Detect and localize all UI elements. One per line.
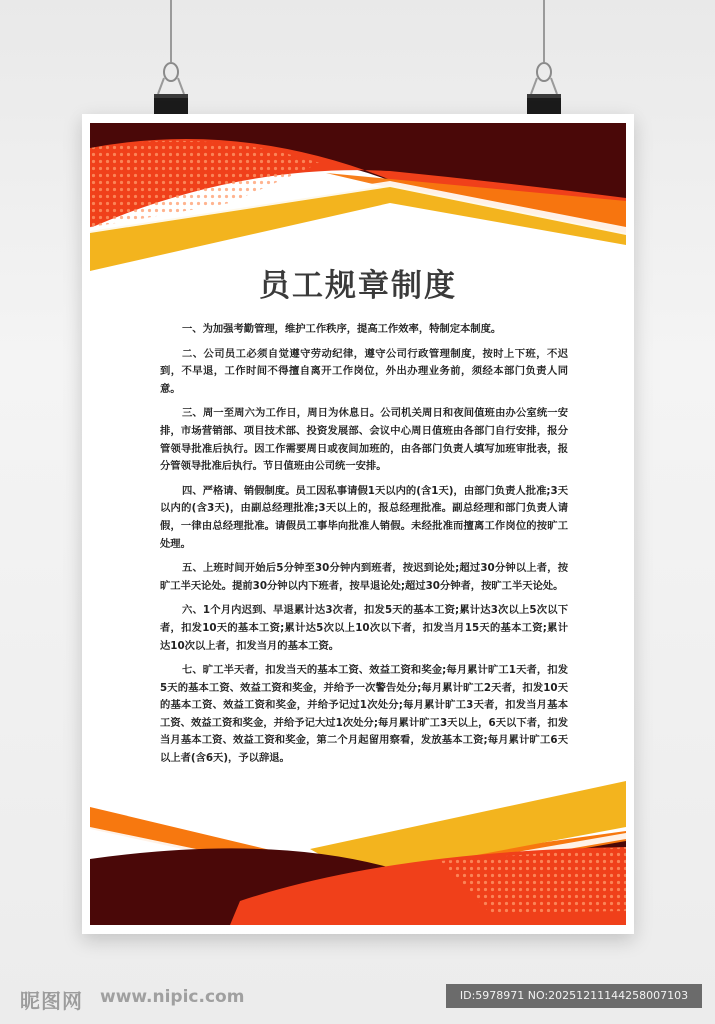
- regulation-body: [160, 321, 568, 775]
- watermark-url: www.nipic.com: [100, 987, 245, 1007]
- top-decoration: [90, 123, 626, 273]
- regulation-paragraph: 三、周一至周六为工作日，周日为休息日。公司机关周日和夜间值班由办公室统一安排，市场营销部、项目技术部、投资发展部、会议中心周日值班由各部门自行安排，报分管领导批准后执行。因工作需要周日或夜间加班的，由各部门负责人填写加班审批表，报分管领导批准后执行。节日值班由公司统一安排。: [160, 407, 568, 473]
- regulation-paragraph: 一、为加强考勤管理，维护工作秩序，提高工作效率，特制定本制度。: [182, 323, 502, 335]
- regulation-paragraph: 五、上班时间开始后5分钟至30分钟内到班者，按迟到论处;超过30分钟以上者，按旷工半天论处。提前30分钟以内下班者，按早退论处;超过30分钟者，按旷工半天论处。: [160, 562, 568, 592]
- nipic-logo: 昵图网: [20, 989, 83, 1013]
- poster-content: [90, 123, 626, 925]
- binder-clip-right-icon: [525, 58, 563, 120]
- regulation-paragraph: 四、严格请、销假制度。员工因私事请假1天以内的(含1天)，由部门负责人批准;3天以内的(含3天)，由副总经理批准;3天以上的，报总经理批准。副总经理和部门负责人请假，一律由总经理批准。请假员工事毕向批准人销假。未经批准而擅离工作岗位的按旷工处理。: [160, 484, 568, 550]
- regulation-paragraph: 七、旷工半天者，扣发当天的基本工资、效益工资和奖金;每月累计旷工1天者，扣发5天的基本工资、效益工资和奖金，并给予一次警告处分;每月累计旷工2天者，扣发10天的基本工资、效益工资和奖金，并给予记过1次处分;每月累计旷工3天者，扣发当月基本工资、效益工资和奖金，并给予记大过1次处分;每月累计旷工3天以上，6天以下者，扣发当月基本工资、效益工资和奖金，第二个月起留用察看，发放基本工资;每月累计旷工6天以上者(含6天)，予以辞退。: [160, 664, 568, 765]
- hanging-wire-left: [170, 0, 172, 62]
- hanging-wire-right: [543, 0, 545, 62]
- poster-sheet: [82, 114, 634, 934]
- regulation-paragraph: 六、1个月内迟到、早退累计达3次者，扣发5天的基本工资;累计达3次以上5次以下者，扣发10天的基本工资;累计达5次以上10次以下者，扣发当月15天的基本工资;累计达10次以上者，扣发当月的基本工资。: [160, 604, 568, 652]
- image-id-badge: ID:5978971 NO:20251211144258007103: [446, 984, 702, 1008]
- bottom-decoration: [90, 781, 626, 925]
- binder-clip-left-icon: [152, 58, 190, 120]
- regulation-paragraph: 二、公司员工必须自觉遵守劳动纪律，遵守公司行政管理制度，按时上下班，不迟到，不早退，工作时间不得擅自离开工作岗位，外出办理业务前，须经本部门负责人同意。: [160, 347, 568, 395]
- poster-title: 员工规章制度: [259, 268, 457, 304]
